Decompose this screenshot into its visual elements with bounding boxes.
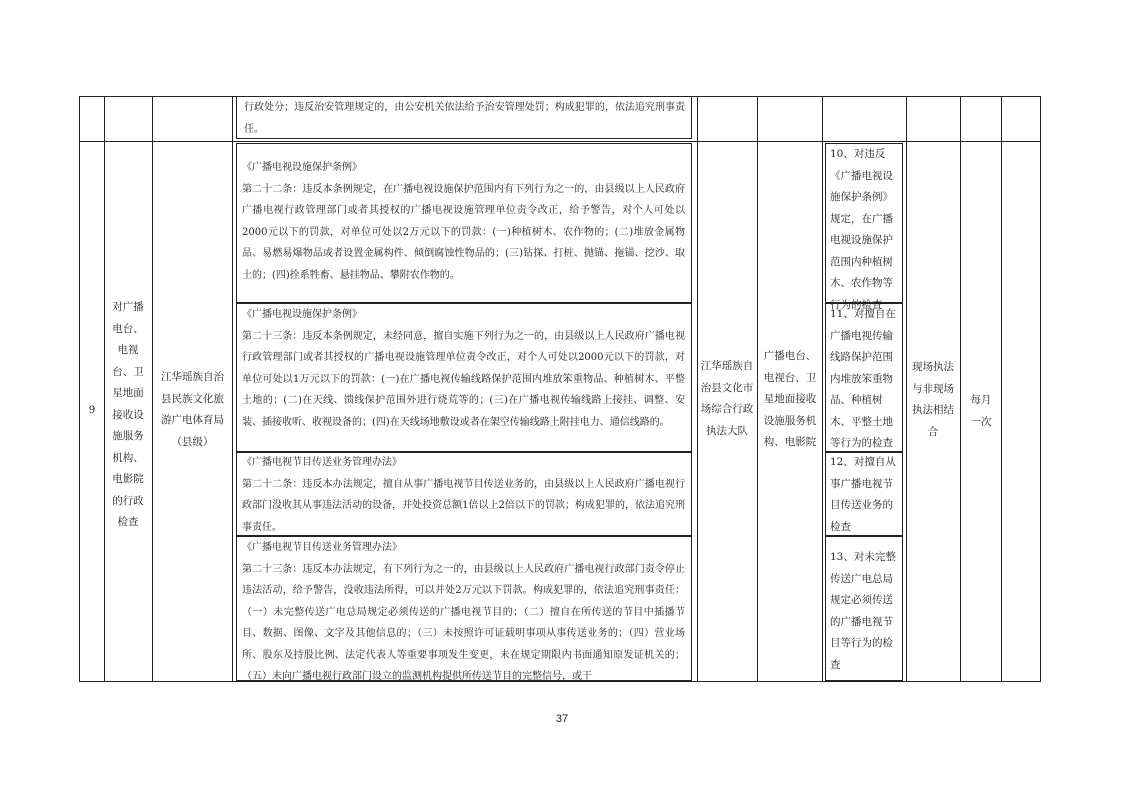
legal-basis-1	[242, 157, 685, 285]
law-title: 《广播电视设施保护条例》	[242, 162, 362, 173]
check-item-11: 11、对擅自在广播电视传输线路保护范围内堆放笨重物品、种植树木、平整土地等行为的检查	[830, 308, 896, 449]
col-border	[822, 96, 823, 681]
law-text: 第二十二条：违反本条例规定，在广播电视设施保护范围内有下列行为之一的，由县级以上人民政府广播电视行政管理部门或者其授权的广播电视设施管理单位责令改正，给予警告，对个人可处以2000元以下的罚款，对单位可处以2万元以下的罚款：(一)种植树木、农作物的；(二)堆放金属物品、易燃易爆物品或者设置金属构件、倾倒腐蚀性物品的；(三)钻探、打桩、抛锚、拖锚、挖沙、取土的；(四)拴系牲畜、悬挂物品、攀附农作物的。	[242, 183, 685, 281]
page-number: 37	[555, 713, 569, 725]
check-item-10: 10、对违反《广播电视设施保护条例》规定，在广播电视设施保护范围内种植树木、农作物等行为的检查	[830, 148, 893, 311]
check-item-13: 13、对未完整传送广电总局规定必须传送的广播电视节目等行为的检查	[830, 551, 896, 671]
inspection-objects: 广播电台、电视台、卫星地面接收设施服务机构、电影院	[763, 350, 817, 448]
inspection-item: 对广播电台、电视台、卫星地面接收设施服务机构、电影院的行政检查	[112, 301, 144, 528]
enforcement-agency: 江华瑶族自治县文化市场综合行政执法大队	[700, 360, 754, 437]
col-border	[104, 96, 105, 681]
row-separator	[79, 141, 1040, 142]
col-border	[697, 96, 698, 681]
col-border	[1001, 96, 1002, 681]
legal-basis-2	[242, 304, 685, 452]
legal-basis-4	[242, 537, 685, 680]
law-text: 第二十三条：违反本办法规定，有下列行为之一的，由县级以上人民政府广播电视行政部门责令停止违法活动，给予警告，没收违法所得，可以并处2万元以下罚款。构成犯罪的，依法追究刑事责任：（一）未完整传送广电总局规定必须传送的广播电视节目的；（二）擅自在所传送的节目中插播节目、数据、图像、文字及其他信息的；（三）未按照许可证载明事项从事传送业务的；（四）营业场所、股东及持股比例、法定代表人等重要事项发生变更，未在规定期限内书面通知原发证机关的；（五）未向广播电视行政部门设立的监测机构提供所传送节目的完整信号，或干	[242, 563, 685, 682]
law-title: 《广播电视节目传送业务管理办法》	[242, 457, 402, 468]
law-text: 第二十三条：违反本条例规定，未经同意，擅自实施下列行为之一的，由县级以上人民政府广播电视行政管理部门或者其授权的广播电视设施管理单位责令改正，对个人可处以2000元以下的罚款，对单位可处以1万元以下的罚款：(一)在广播电视传输线路保护范围内堆放笨重物品、种植树木、平整土地的；(二)在天线、馈线保护范围外进行烧荒等的；(三)在广播电视传输线路上接挂、调整、安装、插接收听、收视设备的；(四)在天线场地敷设或者在架空传输线路上附挂电力、通信线路的。	[242, 330, 685, 428]
remark	[1004, 400, 1038, 422]
check-item-12: 12、对擅自从事广播电视节目传送业务的检查	[830, 456, 896, 533]
col-border	[757, 96, 758, 681]
col-border	[152, 96, 153, 681]
col-border	[1040, 96, 1041, 682]
law-text: 第二十二条：违反本办法规定，擅自从事广播电视节目传送业务的，由县级以上人民政府广播电视行政部门没收其从事违法活动的设备，并处投资总额1倍以上2倍以下的罚款；构成犯罪的，依法追究刑事责任。	[242, 478, 685, 533]
law-title: 《广播电视节目传送业务管理办法》	[242, 542, 402, 553]
col-border	[79, 96, 80, 681]
law-title: 《广播电视设施保护条例》	[242, 309, 362, 320]
authority: 江华瑶族自治县民族文化旅游广电体育局（县级）	[161, 371, 224, 448]
row-index: 9	[88, 404, 96, 416]
col-border	[232, 96, 233, 681]
inspection-method: 现场执法与非现场执法相结合	[912, 361, 954, 438]
legal-basis-3	[242, 452, 685, 536]
inspection-frequency: 每月一次	[970, 394, 992, 428]
continuation-text: 行政处分；违反治安管理规定的，由公安机关依法给予治安管理处罚；构成犯罪的，依法追究刑事责任。	[244, 102, 685, 135]
col-border	[906, 96, 907, 681]
col-border	[960, 96, 961, 681]
